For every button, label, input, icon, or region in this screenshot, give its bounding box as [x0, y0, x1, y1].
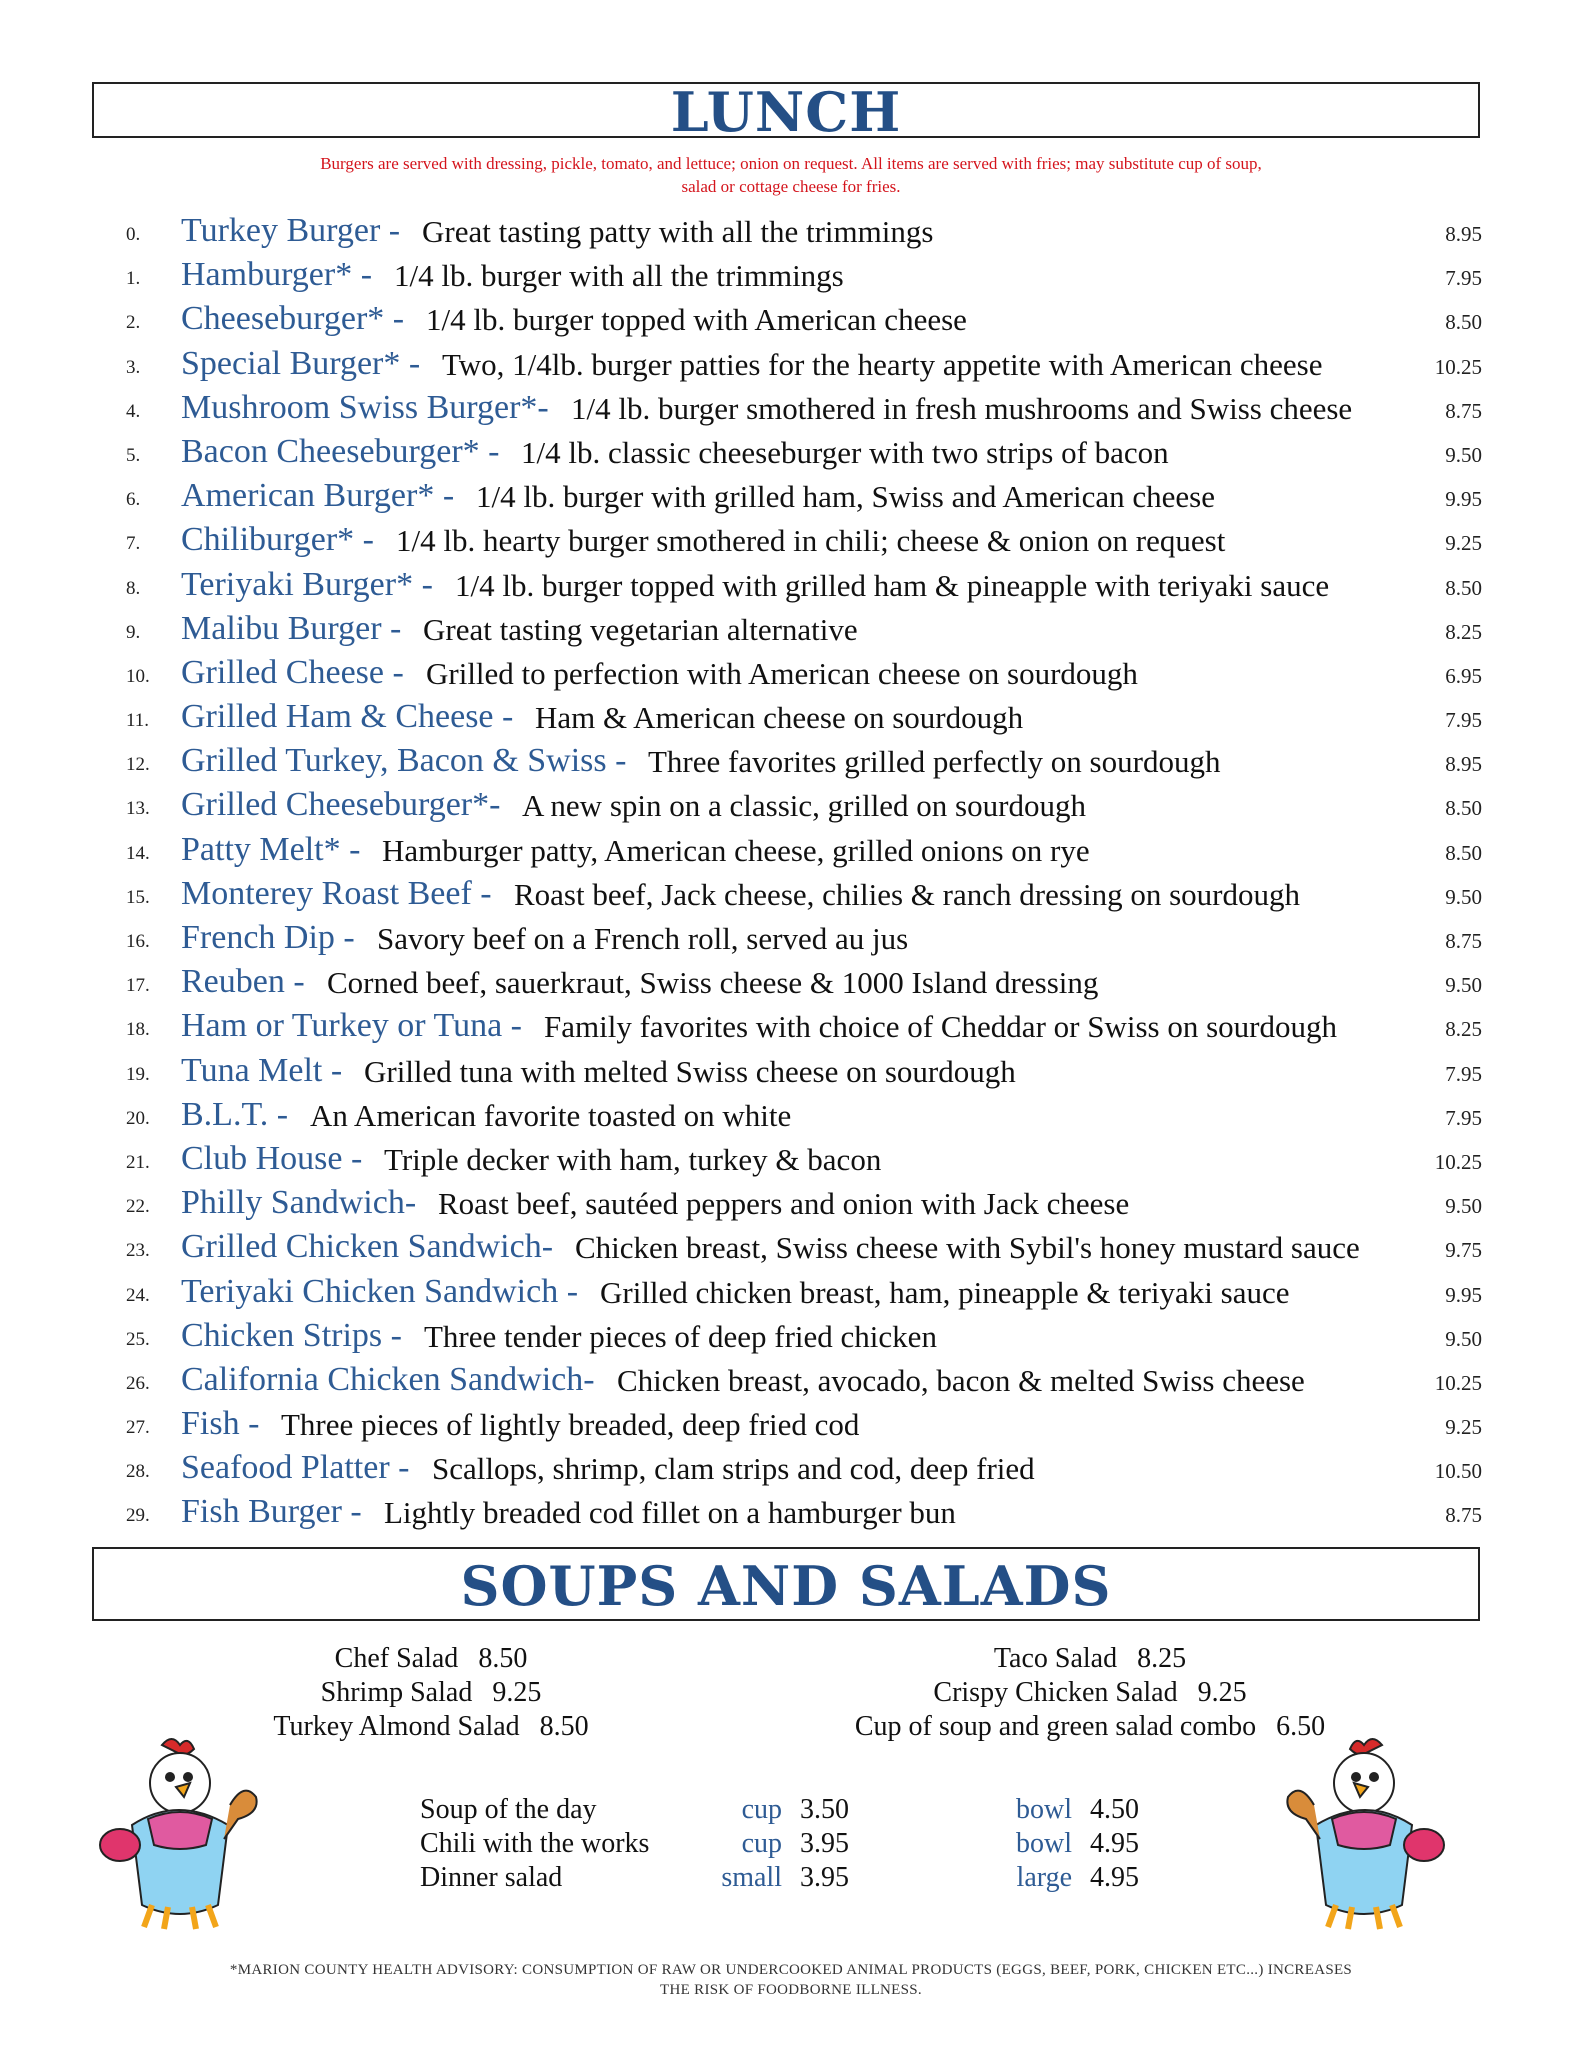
menu-item-number: 20.	[126, 1107, 150, 1129]
menu-item-price: 9.50	[1445, 973, 1482, 998]
menu-item	[0, 959, 1582, 1003]
menu-item-description: Corned beef, sauerkraut, Swiss cheese & 1000 Island dressing	[327, 965, 1099, 1001]
salad-item: Taco Salad 8.25	[993, 1643, 1187, 1674]
menu-item-name: Fish Burger -	[181, 1493, 362, 1531]
menu-item-price: 10.25	[1434, 1149, 1482, 1174]
menu-item-description: Hamburger patty, American cheese, grilled onions on rye	[382, 832, 1090, 868]
menu-item-name: Patty Melt* -	[181, 830, 361, 868]
menu-item	[0, 694, 1582, 738]
menu-item-number: 12.	[126, 754, 150, 776]
menu-item-description: Three pieces of lightly breaded, deep fried cod	[281, 1407, 860, 1443]
menu-item-description: Three favorites grilled perfectly on sourdough	[648, 744, 1221, 780]
menu-item-price: 8.50	[1445, 575, 1482, 600]
menu-item-number: 16.	[126, 931, 150, 952]
soup-price-2: 4.50	[1090, 1794, 1139, 1825]
menu-item-price: 9.75	[1445, 1238, 1482, 1263]
menu-item-description: Chicken breast, avocado, bacon & melted Swiss cheese	[617, 1362, 1305, 1398]
menu-item-name: Grilled Cheese -	[181, 653, 404, 691]
menu-item-number: 11.	[126, 710, 150, 732]
menu-item-price: 6.95	[1445, 663, 1482, 688]
health-advisory	[120, 1960, 1462, 2000]
menu-item	[0, 738, 1582, 782]
menu-item-description: A new spin on a classic, grilled on sourdough	[522, 788, 1086, 824]
soup-price-2: 4.95	[1090, 1862, 1139, 1893]
menu-item	[0, 562, 1582, 606]
menu-item-name: Monterey Roast Beef -	[181, 874, 492, 912]
menu-item	[0, 1269, 1582, 1313]
salads-right-column	[830, 1642, 1350, 1744]
menu-item-name: Fish -	[181, 1405, 260, 1443]
menu-item-name: Reuben -	[181, 963, 305, 1001]
menu-item-number: 19.	[126, 1063, 150, 1085]
menu-item	[0, 1180, 1582, 1224]
menu-item-price: 8.95	[1445, 752, 1482, 777]
menu-item	[0, 827, 1582, 871]
menu-item-price: 7.95	[1445, 1061, 1482, 1086]
menu-item-description: Great tasting vegetarian alternative	[423, 611, 858, 647]
menu-item-description: 1/4 lb. burger with grilled ham, Swiss and American cheese	[476, 479, 1215, 515]
lunch-title: LUNCH	[670, 80, 902, 144]
menu-item-number: 2.	[126, 312, 141, 334]
menu-item-name: B.L.T. -	[181, 1095, 289, 1133]
menu-item-description: Roast beef, Jack cheese, chilies & ranch dressing on sourdough	[514, 876, 1300, 912]
lunch-heading-box	[92, 80, 1480, 144]
menu-item-number: 28.	[126, 1461, 150, 1483]
menu-item	[0, 1313, 1582, 1357]
salad-item: Chef Salad 8.50	[334, 1643, 528, 1674]
notice-line-1: Burgers are served with dressing, pickle, tomato, and lettuce; onion on request. All items are served with fries; may substitute cup of soup,	[320, 154, 1262, 173]
menu-item-name: Chicken Strips -	[181, 1316, 402, 1354]
menu-item-name: Cheeseburger* -	[181, 300, 405, 338]
menu-item-description: Savory beef on a French roll, served au jus	[377, 921, 909, 956]
menu-item-number: 1.	[126, 268, 141, 290]
chicken-mascot-icon	[1282, 1735, 1452, 1935]
menu-item-price: 8.50	[1445, 796, 1482, 821]
menu-item-description: Family favorites with choice of Cheddar or Swiss on sourdough	[544, 1009, 1337, 1045]
menu-item	[0, 1224, 1582, 1268]
menu-item-price: 9.50	[1445, 1194, 1482, 1219]
chicken-mascot-icon	[92, 1735, 262, 1935]
soup-size-1: cup	[741, 1828, 782, 1859]
menu-item-number: 18.	[126, 1019, 150, 1041]
menu-item-number: 15.	[126, 886, 150, 908]
menu-item-description: An American favorite toasted on white	[310, 1097, 792, 1133]
menu-item-description: 1/4 lb. burger with all the trimmings	[394, 258, 844, 294]
menu-item-description: 1/4 lb. burger smothered in fresh mushrooms and Swiss cheese	[571, 390, 1353, 426]
menu-item	[0, 1445, 1582, 1489]
menu-item-price: 8.75	[1445, 398, 1482, 423]
menu-item-price: 10.25	[1434, 1370, 1482, 1395]
menu-item-name: Teriyaki Burger* -	[181, 565, 433, 603]
menu-item-price: 10.50	[1434, 1459, 1482, 1484]
menu-item-price: 10.25	[1434, 354, 1482, 379]
menu-item-price: 8.95	[1445, 222, 1482, 246]
menu-item-description: Ham & American cheese on sourdough	[535, 700, 1024, 736]
menu-item-price: 8.75	[1445, 929, 1482, 953]
menu-item-name: Grilled Ham & Cheese -	[181, 698, 514, 736]
lunch-menu-list	[0, 208, 1582, 1534]
menu-item-price: 8.50	[1445, 840, 1482, 865]
menu-item-description: Chicken breast, Swiss cheese with Sybil's honey mustard sauce	[575, 1230, 1360, 1266]
menu-item-number: 17.	[126, 975, 150, 997]
menu-item	[0, 208, 1582, 252]
menu-item-name: French Dip -	[181, 919, 355, 956]
menu-item-number: 21.	[126, 1151, 150, 1173]
menu-item-price: 9.25	[1445, 1415, 1482, 1440]
menu-item-name: Tuna Melt -	[181, 1051, 343, 1089]
menu-item	[0, 650, 1582, 694]
salad-item: Turkey Almond Salad 8.50	[273, 1711, 589, 1742]
menu-item	[0, 1092, 1582, 1136]
menu-item-price: 8.50	[1445, 310, 1482, 335]
salad-item: Shrimp Salad 9.25	[320, 1677, 542, 1708]
salad-item: Cup of soup and green salad combo 6.50	[854, 1711, 1326, 1742]
menu-item	[0, 252, 1582, 296]
soup-price-1: 3.50	[800, 1794, 849, 1825]
menu-item-name: Teriyaki Chicken Sandwich -	[181, 1272, 579, 1310]
menu-item	[0, 385, 1582, 429]
menu-item-number: 22.	[126, 1196, 150, 1218]
menu-item-description: Grilled tuna with melted Swiss cheese on sourdough	[364, 1053, 1016, 1089]
menu-item	[0, 1136, 1582, 1180]
soup-price-1: 3.95	[800, 1828, 849, 1859]
soup-price-2: 4.95	[1090, 1828, 1139, 1859]
soup-name: Soup of the day	[420, 1794, 597, 1825]
menu-item-number: 13.	[126, 798, 150, 820]
menu-item	[0, 1489, 1582, 1533]
menu-item	[0, 1401, 1582, 1445]
menu-item-description: Roast beef, sautéed peppers and onion with Jack cheese	[438, 1186, 1130, 1222]
menu-item-price: 8.25	[1445, 1017, 1482, 1042]
menu-item-name: Chiliburger* -	[181, 521, 374, 559]
menu-item	[0, 473, 1582, 517]
menu-item-price: 7.95	[1445, 708, 1482, 733]
advisory-line-2: THE RISK OF FOODBORNE ILLNESS.	[660, 1982, 922, 1998]
menu-item-name: Grilled Chicken Sandwich-	[181, 1228, 554, 1266]
menu-item-description: Triple decker with ham, turkey & bacon	[384, 1141, 882, 1177]
salad-item: Crispy Chicken Salad 9.25	[933, 1677, 1247, 1708]
menu-item-name: Malibu Burger -	[181, 609, 402, 647]
menu-item	[0, 1003, 1582, 1047]
menu-item-description: 1/4 lb. burger topped with grilled ham & pineapple with teriyaki sauce	[455, 567, 1330, 603]
advisory-line-1: *MARION COUNTY HEALTH ADVISORY: CONSUMPTION OF RAW OR UNDERCOOKED ANIMAL PRODUCTS (EGGS, BEEF, PORK, CHICKEN ETC...) INCREASES	[229, 1962, 1353, 1978]
menu-item-description: Grilled chicken breast, ham, pineapple & teriyaki sauce	[600, 1274, 1290, 1310]
menu-item	[0, 606, 1582, 650]
soups-salads-heading-box	[92, 1547, 1480, 1621]
menu-item-price: 9.50	[1445, 884, 1482, 909]
menu-item-number: 5.	[126, 444, 141, 466]
menu-item-price: 9.25	[1445, 531, 1482, 556]
menu-item-description: 1/4 lb. burger topped with American cheese	[426, 302, 967, 338]
menu-item-name: Philly Sandwich-	[181, 1184, 417, 1222]
soup-size-1: cup	[741, 1794, 782, 1825]
menu-item-name: California Chicken Sandwich-	[181, 1360, 595, 1398]
menu-item	[0, 1048, 1582, 1092]
menu-item-price: 7.95	[1445, 266, 1482, 291]
menu-item-number: 26.	[126, 1372, 150, 1394]
menu-item-number: 10.	[126, 665, 150, 687]
menu-item-description: Great tasting patty with all the trimmings	[422, 214, 934, 249]
menu-item-number: 3.	[126, 356, 141, 378]
menu-item-number: 29.	[126, 1505, 150, 1527]
menu-item-name: American Burger* -	[181, 477, 455, 515]
menu-item-name: Club House -	[181, 1139, 363, 1177]
menu-item-description: Scallops, shrimp, clam strips and cod, deep fried	[432, 1451, 1035, 1487]
menu-item-name: Turkey Burger -	[181, 212, 401, 249]
lunch-notice	[160, 152, 1422, 198]
menu-item-price: 9.50	[1445, 442, 1482, 467]
menu-item-number: 9.	[126, 621, 141, 643]
menu-item	[0, 782, 1582, 826]
menu-item-description: 1/4 lb. hearty burger smothered in chili; cheese & onion on request	[396, 523, 1226, 559]
menu-item	[0, 296, 1582, 340]
menu-item-description: Two, 1/4lb. burger patties for the hearty appetite with American cheese	[442, 346, 1323, 382]
soup-name: Dinner salad	[420, 1862, 563, 1893]
menu-item-number: 7.	[126, 533, 141, 555]
menu-item	[0, 341, 1582, 385]
soups-salads-title: SOUPS AND SALADS	[460, 1554, 1112, 1618]
soup-name: Chili with the works	[420, 1828, 650, 1859]
menu-item	[0, 517, 1582, 561]
menu-item-price: 9.95	[1445, 487, 1482, 512]
menu-item-number: 4.	[126, 400, 141, 422]
menu-item-name: Grilled Cheeseburger*-	[181, 786, 501, 824]
menu-item-price: 7.95	[1445, 1105, 1482, 1130]
menu-item-name: Bacon Cheeseburger* -	[181, 432, 500, 470]
menu-item-price: 9.50	[1445, 1326, 1482, 1351]
soup-size-1: small	[721, 1862, 782, 1893]
notice-line-2: salad or cottage cheese for fries.	[681, 177, 901, 196]
menu-item	[0, 915, 1582, 959]
menu-item-price: 9.95	[1445, 1282, 1482, 1307]
menu-item-name: Ham or Turkey or Tuna -	[181, 1007, 522, 1045]
menu-item-number: 8.	[126, 577, 141, 599]
menu-item-number: 23.	[126, 1240, 150, 1262]
menu-item-number: 27.	[126, 1417, 150, 1439]
menu-item-description: Grilled to perfection with American cheese on sourdough	[426, 655, 1138, 691]
menu-item-description: Lightly breaded cod fillet on a hamburger bun	[384, 1495, 956, 1531]
menu-item-name: Grilled Turkey, Bacon & Swiss -	[181, 742, 627, 780]
menu-item-number: 24.	[126, 1284, 150, 1306]
menu-item-number: 0.	[126, 224, 141, 245]
menu-item	[0, 1357, 1582, 1401]
menu-item-number: 6.	[126, 489, 141, 511]
soup-price-1: 3.95	[800, 1862, 849, 1893]
menu-item-number: 25.	[126, 1328, 150, 1350]
menu-item-description: Three tender pieces of deep fried chicken	[424, 1318, 937, 1354]
menu-item-price: 8.75	[1445, 1503, 1482, 1528]
soup-size-2: bowl	[1016, 1828, 1072, 1859]
menu-item	[0, 429, 1582, 473]
menu-item-name: Hamburger* -	[181, 256, 373, 294]
menu-item-name: Special Burger* -	[181, 344, 421, 382]
menu-item-name: Seafood Platter -	[181, 1449, 410, 1487]
soup-size-2: bowl	[1016, 1794, 1072, 1825]
salads-left-column	[236, 1642, 626, 1744]
menu-item-name: Mushroom Swiss Burger*-	[181, 388, 549, 426]
menu-item-number: 14.	[126, 842, 150, 864]
soup-size-2: large	[1016, 1862, 1072, 1893]
menu-item-price: 8.25	[1445, 619, 1482, 644]
menu-item-description: 1/4 lb. classic cheeseburger with two strips of bacon	[521, 434, 1169, 470]
menu-item	[0, 871, 1582, 915]
